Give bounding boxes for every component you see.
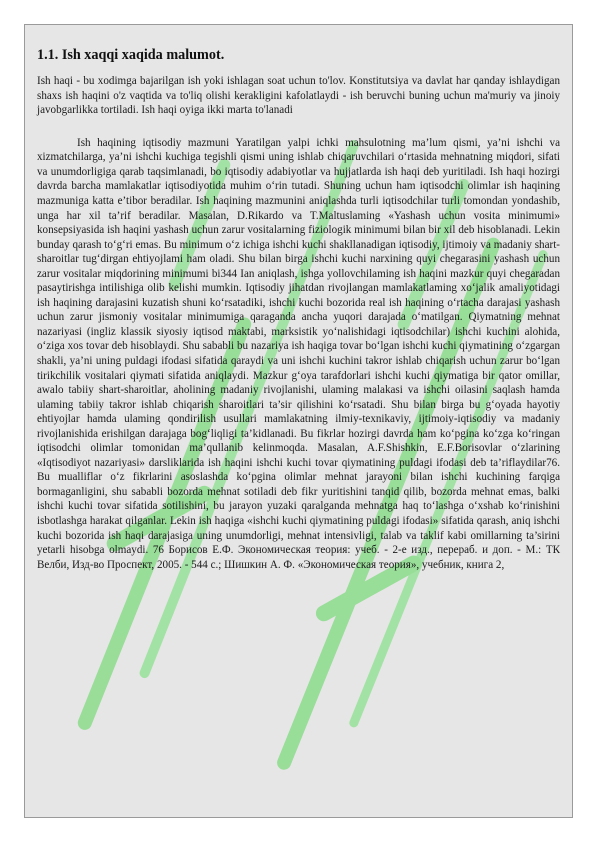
document-page xyxy=(24,24,573,818)
main-paragraph: Ish haqining iqtisodiy mazmuni Yaratilgan yalpi ichki mahsulotning ma’lum qismi, ya’ni ishchi va xizmatchilarga, ya’ni ishchi kuchiga tegishli qismi uning ishlab chiqaruvchilari o‘rtasida mehnatning miqdori, sifati va unumdorligiga qarab taqsimlanadi, bo iqtisodiy adabiyotlar va hujjatlarda ish haqi deb yuritiladi. Ish haqi hozirgi davrda barcha mamlakatlar iqtisodiyotida muhim o‘rin tutadi. Shuning uchun ham iqtisodchi olimlar ish haqining mazmuniga katta e’tibor beradilar. Ish haqining mazmunini aniqlashda turli iqtisodchilar turli tomondan yondashib, unga har xil ta’rif beradilar. Masalan, D.Rikardo va T.Maltuslaming «Yashash uchun vosita minimumi» konsepsiyasida ish haqini yashash uchun zarur vositalarning fiziologik minimumi bilan bir xil deb hisoblanadi. Lekin bunday qarash to‘g‘ri emas. Bu minimum o‘z ichiga ishchi kuchi shakllanadigan iqtisodiy, ijtimoiy va madaniy shart-sharoitlar tug‘dirgan ehtiyojlami ham oladi. Shu bilan birga ishchi kuchi narxining quyi chegarasini yashash uchun zarur vositalar miqdorining minimumi bi344 Ian aniqlash, ishga yollovchilaming ish haqini mazkur quyi chegaradan pasaytirishga intilishiga olib kelishi mumkin. Iqtisodiy jihatdan rivojlangan mamlakatlaming xo‘jalik amaliyotidagi ish haqining darajasini kuzatish shuni ko‘rsatadiki, ishchi kuchi bozorida real ish haqining o‘rtacha darajasi yashash uchun zarur jismoniy vositalar minimumiga qaraganda ancha yuqori darajada o‘matilgan. Qiymatning mehnat nazariyasi (ingliz klassik siyosiy iqtisod maktabi, marksistik yo‘nalishidagi iqtisodchilar) ishchi kuchini alohida, o‘ziga xos tovar deb hisoblaydi. Shu sababli bu nazariya ish haqiga tovar bo‘lgan ishchi kuchi qiymatining o‘zgargan shakli, ya’ni uning puldagi ifodasi sifatida qaraydi va uni ishchi kuchini takror ishlab chiqarish uchun zarur bo‘lgan tirikchilik vositalari qiymati sifatida aniqlaydi. Mazkur g‘oya tarafdorlari ishchi kuchi qiymatiga bir qator omillar, awalo tabiiy shart-sharoitlar, aholining madaniy rivojlanishi, ulaming malakasi va ishchi oilasini saqlash hamda ulaming tabiiy takror ishlab chiqarish sharoitlari ta’sir qilishini ko‘rsatadi. Shu bilan birga bu g‘oyada hayotiy ehtiyojlar hamda ulaming qondirilish usullari mamlakatning ilmiy-texnikaviy, ijtimoiy-iqtisodiy va madaniy rivojlanishida erishilgan darajaga bog‘liqligi ta’kidlanadi. Bu fikrlar hozirgi davrda ham ko‘pgina ko‘zga ko‘ringan iqtisodchi olimlar tomonidan ma’qullanib kelinmoqda. Masalan, A.F.Shishkin, E.F.Borisovlar o‘zlarining «Iqtisodiyot nazariyasi» darsliklarida ish haqini ishchi kuchi tovar qiymatining puldagi ifodasi deb ta’riflaydilar76. Bu mualliflar o‘z fikrlarini asoslashda ko‘pgina olimlar mehnat jarayoni bilan ishchi kuchining farqiga bormaganligini, shu sababli bozorda mehnat sotiladi deb fikr yuritishini tanqid qilib, bozorda mehnat emas, balki ishchi kuchi tovar sifatida sotilishini, bu jarayon yuzaki qaralganda mehnatga haq to‘lashga o‘xshab ko‘rinishini isbotlashga harakat qilganlar. Lekin ish haqiga «ishchi kuchi qiymatining puldagi ifodasi» sifatida qarash, aniq ishchi kuchi bozorida ish haqi darajasiga uning unumdorligi, mehnat intensivligi, talab va taklif kabi omillarning ta’sirini yetarli hisobga olmaydi. 76 Борисов Е.Ф. Экономическая теория: учеб. - 2-е изд., перераб. и доп. - М.: ТК Велби, Изд-во Проспект, 2005. - 544 с.; Шишкин А. Ф. «Экономическая теория», учебник, книга 2, xyxy=(37,136,560,571)
intro-paragraph: Ish haqi - bu xodimga bajarilgan ish yoki ishlagan soat uchun to'lov. Konstitutsiya va davlat har qanday ishlaydigan shaxs ish haqini o'z vaqtida va to'liq olishi kerakligini kafolatlaydi - ish beruvchi buning uchun ma'muriy va jinoiy javobgarlikka tortiladi. Ish haqi oyiga ikki marta to'lanadi xyxy=(37,75,560,117)
section-title: 1.1. Ish xaqqi xaqida malumot. xyxy=(37,47,225,63)
document-content xyxy=(25,25,572,572)
